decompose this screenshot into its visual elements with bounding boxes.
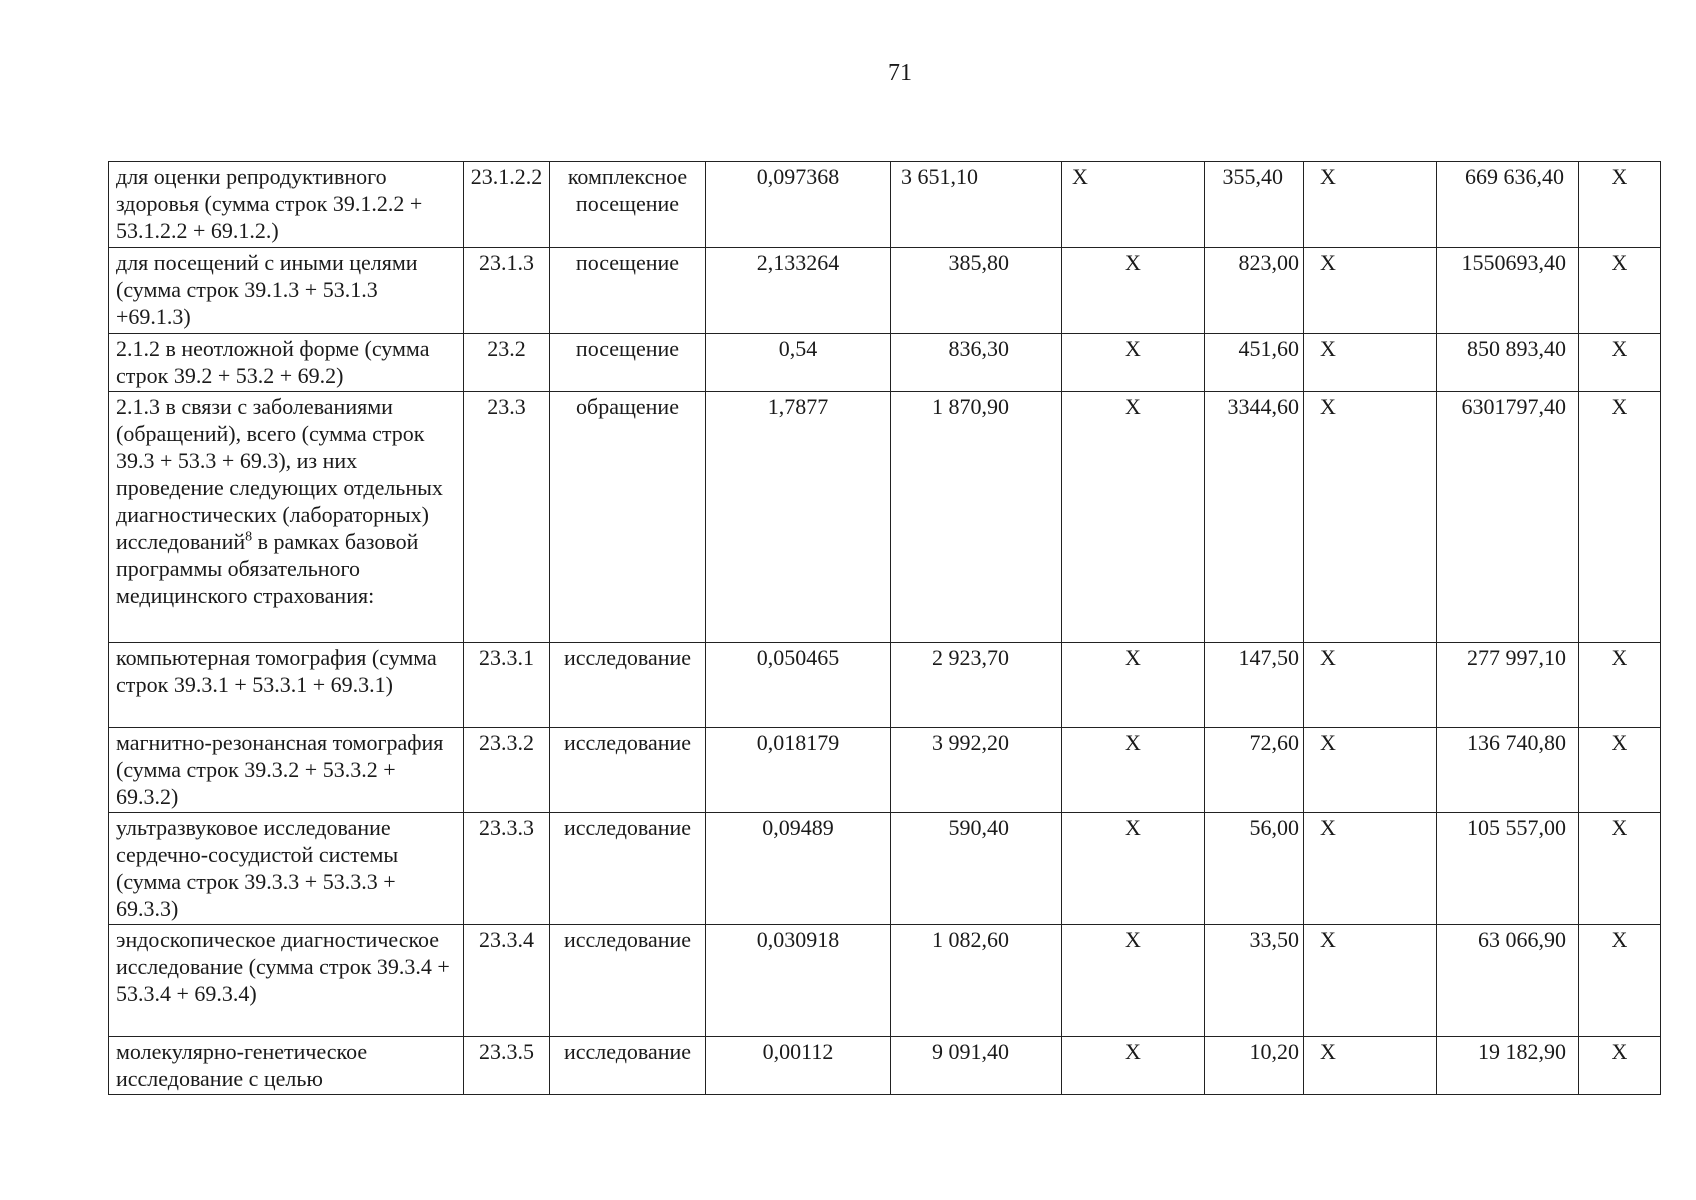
row-x-mark: Х: [1579, 643, 1661, 728]
row-norm: 0,09489: [706, 813, 891, 925]
row-cost: 9 091,40: [891, 1037, 1062, 1095]
row-x-mark: Х: [1304, 643, 1437, 728]
row-amount: 33,50: [1205, 925, 1304, 1037]
row-code: 23.3.4: [464, 925, 550, 1037]
row-x-mark: Х: [1062, 1037, 1205, 1095]
page-number: 71: [888, 60, 912, 86]
row-amount: 10,20: [1205, 1037, 1304, 1095]
row-norm: 0,050465: [706, 643, 891, 728]
row-code: 23.3: [464, 392, 550, 643]
row-total: 63 066,90: [1437, 925, 1579, 1037]
row-code: 23.1.3: [464, 248, 550, 334]
row-norm: 0,54: [706, 334, 891, 392]
row-x-mark: Х: [1579, 162, 1661, 248]
row-cost: 2 923,70: [891, 643, 1062, 728]
row-x-mark: Х: [1304, 925, 1437, 1037]
row-amount: 355,40: [1205, 162, 1304, 248]
table-row: [109, 925, 1661, 1037]
row-name: молекулярно-генетическое исследование с целью: [109, 1037, 464, 1095]
row-unit: посещение: [550, 334, 706, 392]
row-unit: исследование: [550, 643, 706, 728]
row-x-mark: Х: [1062, 925, 1205, 1037]
row-name: для посещений с иными целями (сумма строк 39.1.3 + 53.1.3 +69.1.3): [109, 248, 464, 334]
row-x-mark: Х: [1062, 162, 1205, 248]
row-x-mark: Х: [1579, 925, 1661, 1037]
row-norm: 1,7877: [706, 392, 891, 643]
table-row: [109, 248, 1661, 334]
row-cost: 590,40: [891, 813, 1062, 925]
row-unit: исследование: [550, 728, 706, 813]
row-amount: 823,00: [1205, 248, 1304, 334]
row-code: 23.3.2: [464, 728, 550, 813]
row-name: 2.1.2 в неотложной форме (сумма строк 39.2 + 53.2 + 69.2): [109, 334, 464, 392]
table-row: [109, 1037, 1661, 1095]
row-norm: 0,030918: [706, 925, 891, 1037]
row-unit: обращение: [550, 392, 706, 643]
row-name: компьютерная томография (сумма строк 39.3.1 + 53.3.1 + 69.3.1): [109, 643, 464, 728]
row-name-text: 2.1.3 в связи с заболеваниями (обращений), всего (сумма строк 39.3 + 53.3 + 69.3), из них проведение следующих отдельных диагностических (лабораторных) исследований: [116, 394, 443, 554]
row-x-mark: Х: [1062, 248, 1205, 334]
row-x-mark: Х: [1062, 728, 1205, 813]
row-cost: 1 870,90: [891, 392, 1062, 643]
row-cost: 836,30: [891, 334, 1062, 392]
row-code: 23.3.5: [464, 1037, 550, 1095]
row-norm: 0,018179: [706, 728, 891, 813]
row-cost: 385,80: [891, 248, 1062, 334]
row-x-mark: Х: [1062, 813, 1205, 925]
row-name: [109, 392, 464, 643]
row-code: 23.3.3: [464, 813, 550, 925]
row-x-mark: Х: [1062, 334, 1205, 392]
row-unit: исследование: [550, 925, 706, 1037]
row-norm: 0,097368: [706, 162, 891, 248]
table-row: [109, 334, 1661, 392]
row-x-mark: Х: [1579, 248, 1661, 334]
row-unit: исследование: [550, 1037, 706, 1095]
row-x-mark: Х: [1304, 334, 1437, 392]
row-x-mark: Х: [1062, 392, 1205, 643]
row-total: 6301797,40: [1437, 392, 1579, 643]
row-cost: 3 651,10: [891, 162, 1062, 248]
row-total: 105 557,00: [1437, 813, 1579, 925]
row-total: 669 636,40: [1437, 162, 1579, 248]
footnote-marker: 8: [245, 529, 253, 545]
row-x-mark: Х: [1304, 1037, 1437, 1095]
row-amount: 56,00: [1205, 813, 1304, 925]
table-row: [109, 813, 1661, 925]
row-name: ультразвуковое исследование сердечно-сосудистой системы (сумма строк 39.3.3 + 53.3.3 + 69.3.3): [109, 813, 464, 925]
row-name: для оценки репродуктивного здоровья (сумма строк 39.1.2.2 + 53.1.2.2 + 69.1.2.): [109, 162, 464, 248]
row-x-mark: Х: [1579, 392, 1661, 643]
table-row: [109, 728, 1661, 813]
row-cost: 3 992,20: [891, 728, 1062, 813]
row-x-mark: Х: [1304, 728, 1437, 813]
row-x-mark: Х: [1579, 813, 1661, 925]
tariff-table: [108, 161, 1661, 1095]
row-norm: 0,00112: [706, 1037, 891, 1095]
row-total: 19 182,90: [1437, 1037, 1579, 1095]
row-x-mark: Х: [1304, 392, 1437, 643]
row-unit: посещение: [550, 248, 706, 334]
row-unit: исследование: [550, 813, 706, 925]
row-cost: 1 082,60: [891, 925, 1062, 1037]
row-amount: 147,50: [1205, 643, 1304, 728]
row-x-mark: Х: [1304, 248, 1437, 334]
row-unit: комплексное посещение: [550, 162, 706, 248]
row-x-mark: Х: [1304, 813, 1437, 925]
row-x-mark: Х: [1579, 334, 1661, 392]
row-name: эндоскопическое диагностическое исследование (сумма строк 39.3.4 + 53.3.4 + 69.3.4): [109, 925, 464, 1037]
row-x-mark: Х: [1579, 728, 1661, 813]
table-row: [109, 162, 1661, 248]
row-name: магнитно-резонансная томография (сумма строк 39.3.2 + 53.3.2 + 69.3.2): [109, 728, 464, 813]
row-total: 1550693,40: [1437, 248, 1579, 334]
row-x-mark: Х: [1062, 643, 1205, 728]
row-total: 850 893,40: [1437, 334, 1579, 392]
row-x-mark: Х: [1304, 162, 1437, 248]
row-total: 136 740,80: [1437, 728, 1579, 813]
row-amount: 3344,60: [1205, 392, 1304, 643]
row-amount: 451,60: [1205, 334, 1304, 392]
row-code: 23.1.2.2: [464, 162, 550, 248]
row-name-tail: в рамках базовой программы обязательного медицинского страхования:: [116, 529, 419, 608]
row-total: 277 997,10: [1437, 643, 1579, 728]
table-row: [109, 392, 1661, 643]
row-code: 23.3.1: [464, 643, 550, 728]
row-code: 23.2: [464, 334, 550, 392]
table-row: [109, 643, 1661, 728]
row-amount: 72,60: [1205, 728, 1304, 813]
row-norm: 2,133264: [706, 248, 891, 334]
row-x-mark: Х: [1579, 1037, 1661, 1095]
